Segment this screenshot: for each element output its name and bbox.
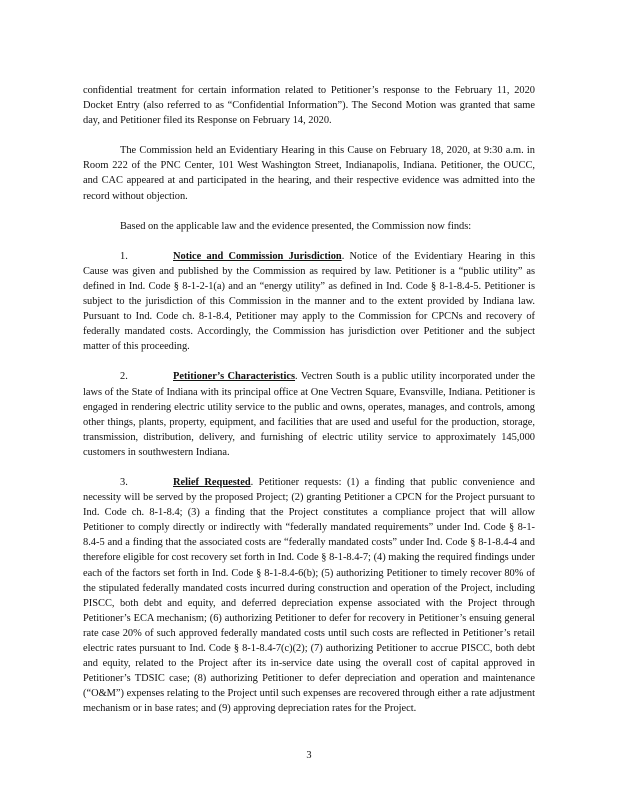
section-text: . Notice of the Evidentiary Hearing in this Cause was given and published by the Commission as required by law. Petitioner is a “public utility” as defined in Ind. Code § 8-1-2-1(a) and an “energy utility” as defined in Ind. Code § 8-1-8.4-5. Petitioner is subject to the jurisdiction of this Commission in the manner and to the extent provided by Indiana law. Pursuant to Ind. Code ch. 8-1-8.4, Petitioner may apply to the Commission for CPCNs and recovery of federally mandated costs. Accordingly, the Commission has jurisdiction over Petitioner and the subject matter of this proceeding.: [83, 250, 535, 353]
section-petitioner-characteristics: [83, 369, 535, 460]
section-number: 1.: [120, 250, 128, 262]
section-heading: Petitioner’s Characteristics: [173, 371, 296, 383]
section-number: 2.: [120, 371, 128, 383]
section-number: 3.: [120, 476, 128, 488]
paragraph-findings-intro: Based on the applicable law and the evidence presented, the Commission now finds:: [120, 220, 472, 232]
paragraph-evidentiary-hearing: The Commission held an Evidentiary Hearing in this Cause on February 18, 2020, at 9:30 a.m. in Room 222 of the PNC Center, 101 West Washington Street, Indianapolis, Indiana. Petitioner, the OUCC, and CAC appeared at and participated in the hearing, and their respective evidence was admitted into the record without objection.: [83, 145, 535, 202]
section-heading: Notice and Commission Jurisdiction: [173, 250, 342, 262]
section-relief-requested: [83, 475, 535, 717]
page-number: 3: [306, 750, 312, 761]
section-notice-jurisdiction: [83, 249, 535, 355]
section-text: . Vectren South is a public utility incorporated under the laws of the State of Indiana with its principal office at One Vectren Square, Evansville, Indiana. Petitioner is engaged in rendering electric utility service to the public and owns, operates, manages, and controls, among other things, plants, property, equipment, and facilities that are used and useful for the production, storage, transmission, distribution, delivery, and furnishing of electric utility service to approximately 145,000 customers in southwestern Indiana.: [83, 371, 535, 458]
paragraph-continued: confidential treatment for certain information related to Petitioner’s response to the February 11, 2020 Docket Entry (also referred to as “Confidential Information”). The Second Motion was granted that same day, and Petitioner filed its Response on February 14, 2020.: [83, 85, 535, 127]
page-body: [83, 83, 535, 731]
section-heading: Relief Requested: [173, 476, 251, 488]
section-text: . Petitioner requests: (1) a finding that public convenience and necessity will be served by the proposed Project; (2) granting Petitioner a CPCN for the Project pursuant to Ind. Code ch. 8-1-8.4; (3) a finding that the Project constitutes a compliance project that will allow Petitioner to comply directly or indirectly with “federally mandated requirements” under Ind. Code § 8-1-8.4-5 and a finding that the associated costs are “federally mandated costs” under Ind. Code § 8-1-8.4-4 and therefore eligible for cost recovery set forth in Ind. Code § 8-1-8.4-7; (4) making the required findings under each of the factors set forth in Ind. Code § 8-1-8.4-6(b); (5) authorizing Petitioner to timely recover 80% of the stipulated federally mandated costs incurred during construction and operation of the Project, including PISCC, both debt and equity, and deferred depreciation expense associated with the Project through Petitioner’s ECA mechanism; (6) authorizing Petitioner to defer for recovery in Petitioner’s ensuing general rate case 20% of such approved federally mandated costs until such costs are reflected in Petitioner’s retail electric rates pursuant to Ind. Code § 8-1-8.4-7(c)(2); (7) authorizing Petitioner to accrue PISCC, both debt and equity, related to the Project after its in-service date using the overall cost of capital approved in Petitioner’s TDSIC case; (8) authorizing Petitioner to defer depreciation and operation and maintenance (“O&M”) expenses relating to the Project until such expenses are recovered through either a rate adjustment mechanism or in base rates; and (9) approving depreciation rates for the Project.: [83, 476, 535, 715]
